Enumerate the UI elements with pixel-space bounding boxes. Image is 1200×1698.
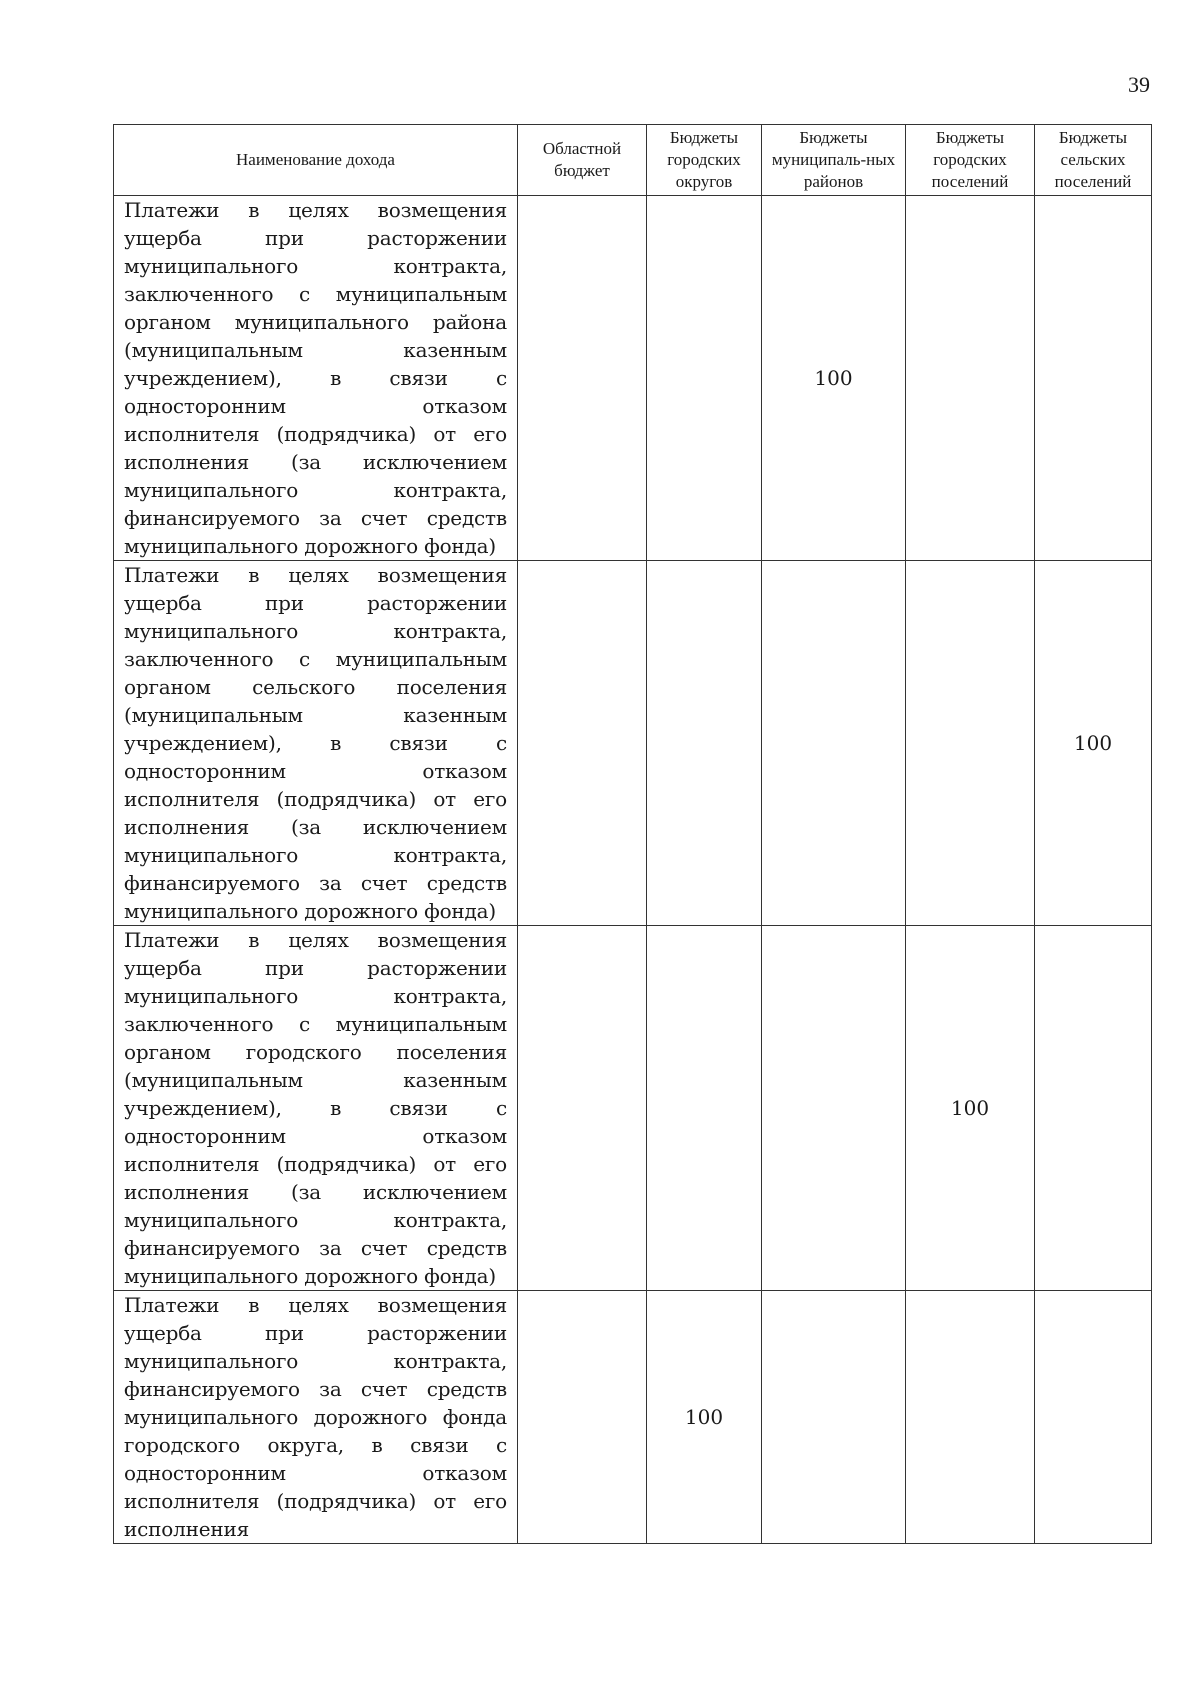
header-municipal-district-budgets: Бюджеты муниципаль-ных районов <box>762 125 906 196</box>
municipal-district-budget-cell: 100 <box>762 196 906 561</box>
table-row <box>114 1291 1152 1544</box>
municipal-district-budget-cell <box>762 561 906 926</box>
rural-settlement-budget-cell <box>1035 926 1152 1291</box>
regional-budget-cell <box>518 561 647 926</box>
revenue-name-cell: Платежи в целях возмещения ущерба при расторжении муниципального контракта, заключенного с муниципальным органом городского поселения (муниципальным казенным учреждением), в связи с односторонним отказом исполнителя (подрядчика) от его исполнения (за исключением муниципального контракта, финансируемого за счет средств муниципального дорожного фонда) <box>114 926 518 1291</box>
city-district-budget-cell: 100 <box>647 1291 762 1544</box>
page-number: 39 <box>1128 72 1150 97</box>
regional-budget-cell <box>518 196 647 561</box>
regional-budget-cell <box>518 926 647 1291</box>
header-revenue-name: Наименование дохода <box>114 125 518 196</box>
city-district-budget-cell <box>647 926 762 1291</box>
regional-budget-cell <box>518 1291 647 1544</box>
city-district-budget-cell <box>647 561 762 926</box>
revenue-name-cell: Платежи в целях возмещения ущерба при расторжении муниципального контракта, финансируемого за счет средств муниципального дорожного фонда городского округа, в связи с односторонним отказом исполнителя (подрядчика) от его исполнения <box>114 1291 518 1544</box>
rural-settlement-budget-cell: 100 <box>1035 561 1152 926</box>
revenue-distribution-table <box>113 124 1152 1544</box>
urban-settlement-budget-cell <box>906 1291 1035 1544</box>
rural-settlement-budget-cell <box>1035 196 1152 561</box>
revenue-name-cell: Платежи в целях возмещения ущерба при расторжении муниципального контракта, заключенного с муниципальным органом сельского поселения (муниципальным казенным учреждением), в связи с односторонним отказом исполнителя (подрядчика) от его исполнения (за исключением муниципального контракта, финансируемого за счет средств муниципального дорожного фонда) <box>114 561 518 926</box>
revenue-name-cell: Платежи в целях возмещения ущерба при расторжении муниципального контракта, заключенного с муниципальным органом муниципального района (муниципальным казенным учреждением), в связи с односторонним отказом исполнителя (подрядчика) от его исполнения (за исключением муниципального контракта, финансируемого за счет средств муниципального дорожного фонда) <box>114 196 518 561</box>
municipal-district-budget-cell <box>762 926 906 1291</box>
table-row <box>114 561 1152 926</box>
urban-settlement-budget-cell <box>906 196 1035 561</box>
header-city-district-budgets: Бюджеты городских округов <box>647 125 762 196</box>
header-rural-settlement-budgets: Бюджеты сельских поселений <box>1035 125 1152 196</box>
municipal-district-budget-cell <box>762 1291 906 1544</box>
rural-settlement-budget-cell <box>1035 1291 1152 1544</box>
table-row <box>114 926 1152 1291</box>
urban-settlement-budget-cell: 100 <box>906 926 1035 1291</box>
urban-settlement-budget-cell <box>906 561 1035 926</box>
table-row <box>114 196 1152 561</box>
header-urban-settlement-budgets: Бюджеты городских поселений <box>906 125 1035 196</box>
city-district-budget-cell <box>647 196 762 561</box>
header-regional-budget: Областной бюджет <box>518 125 647 196</box>
table-header-row <box>114 125 1152 196</box>
